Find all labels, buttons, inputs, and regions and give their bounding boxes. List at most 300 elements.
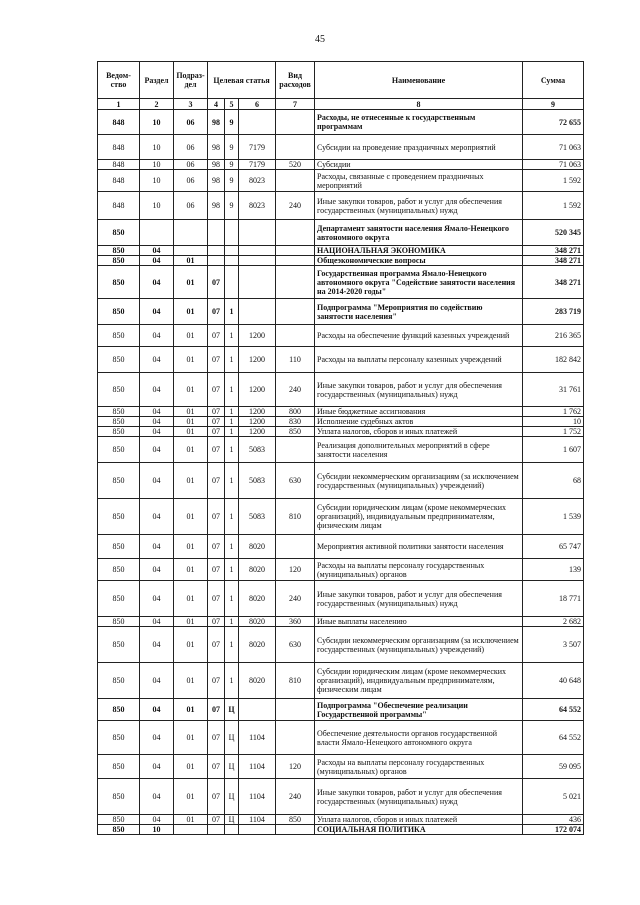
- cell-razdel: 04: [140, 407, 174, 417]
- cell-naimenovanie: СОЦИАЛЬНАЯ ПОЛИТИКА: [315, 825, 523, 835]
- cell-subprogram: 1: [225, 663, 239, 699]
- cell-razdel: 04: [140, 815, 174, 825]
- cell-subprogram: Ц: [225, 779, 239, 815]
- table-row: [98, 663, 584, 699]
- cell-razdel: 10: [140, 170, 174, 192]
- cell-program: 07: [208, 663, 225, 699]
- cell-naimenovanie: Реализация дополнительных мероприятий в сфере занятости населения: [315, 437, 523, 463]
- cell-podrazdel: 01: [174, 699, 208, 721]
- cell-podrazdel: 01: [174, 417, 208, 427]
- cell-program: 07: [208, 755, 225, 779]
- cell-vedomstvo: 850: [98, 627, 140, 663]
- cell-razdel: 04: [140, 499, 174, 535]
- column-number: 5: [225, 99, 239, 110]
- cell-podrazdel: 01: [174, 559, 208, 581]
- cell-vid-raskhodov: 240: [276, 373, 315, 407]
- cell-vid-raskhodov: 850: [276, 427, 315, 437]
- table-row: [98, 581, 584, 617]
- cell-summa: 520 345: [523, 220, 584, 246]
- cell-podrazdel: 01: [174, 663, 208, 699]
- cell-razdel: 04: [140, 627, 174, 663]
- cell-summa: 40 648: [523, 663, 584, 699]
- cell-direction: 7179: [239, 160, 276, 170]
- cell-vedomstvo: 848: [98, 135, 140, 160]
- cell-naimenovanie: Общеэкономические вопросы: [315, 256, 523, 266]
- cell-program: 07: [208, 721, 225, 755]
- cell-direction: 8020: [239, 559, 276, 581]
- cell-podrazdel: 01: [174, 347, 208, 373]
- cell-vid-raskhodov: [276, 135, 315, 160]
- cell-naimenovanie: Расходы на выплаты персоналу казенных учреждений: [315, 347, 523, 373]
- cell-razdel: 10: [140, 825, 174, 835]
- table-row: [98, 417, 584, 427]
- cell-subprogram: 9: [225, 170, 239, 192]
- cell-program: 07: [208, 499, 225, 535]
- table-row: [98, 427, 584, 437]
- cell-subprogram: 9: [225, 192, 239, 220]
- cell-vedomstvo: 850: [98, 815, 140, 825]
- table-row: [98, 256, 584, 266]
- cell-subprogram: 1: [225, 463, 239, 499]
- column-number: 6: [239, 99, 276, 110]
- cell-vid-raskhodov: 850: [276, 815, 315, 825]
- cell-naimenovanie: Подпрограмма "Мероприятия по содействию занятости населения": [315, 299, 523, 325]
- cell-podrazdel: 01: [174, 463, 208, 499]
- column-number: 2: [140, 99, 174, 110]
- cell-subprogram: 1: [225, 325, 239, 347]
- cell-vid-raskhodov: [276, 437, 315, 463]
- cell-podrazdel: 06: [174, 110, 208, 135]
- cell-vedomstvo: 850: [98, 417, 140, 427]
- cell-direction: [239, 266, 276, 299]
- cell-direction: 8020: [239, 617, 276, 627]
- cell-vid-raskhodov: [276, 266, 315, 299]
- cell-program: 07: [208, 627, 225, 663]
- cell-naimenovanie: Расходы, не отнесенные к государственным программам: [315, 110, 523, 135]
- cell-podrazdel: 01: [174, 627, 208, 663]
- cell-razdel: [140, 220, 174, 246]
- cell-program: 07: [208, 699, 225, 721]
- cell-vedomstvo: 850: [98, 299, 140, 325]
- cell-subprogram: 1: [225, 299, 239, 325]
- cell-vedomstvo: 850: [98, 246, 140, 256]
- cell-naimenovanie: Иные бюджетные ассигнования: [315, 407, 523, 417]
- cell-summa: 1 762: [523, 407, 584, 417]
- cell-razdel: 04: [140, 347, 174, 373]
- cell-direction: [239, 220, 276, 246]
- cell-vedomstvo: 850: [98, 437, 140, 463]
- cell-subprogram: 1: [225, 499, 239, 535]
- table-row: [98, 325, 584, 347]
- cell-vid-raskhodov: [276, 220, 315, 246]
- cell-summa: 2 682: [523, 617, 584, 627]
- table-row: [98, 699, 584, 721]
- column-number-row: [98, 99, 584, 110]
- cell-summa: 1 592: [523, 192, 584, 220]
- cell-vedomstvo: 850: [98, 581, 140, 617]
- column-number: 7: [276, 99, 315, 110]
- cell-razdel: 04: [140, 266, 174, 299]
- cell-subprogram: 1: [225, 627, 239, 663]
- cell-naimenovanie: Субсидии некоммерческим организациям (за исключением государственных (муниципальных) учреждений): [315, 463, 523, 499]
- cell-program: 07: [208, 427, 225, 437]
- cell-direction: 5083: [239, 499, 276, 535]
- cell-summa: 5 021: [523, 779, 584, 815]
- table-row: [98, 192, 584, 220]
- cell-subprogram: 9: [225, 135, 239, 160]
- cell-direction: [239, 110, 276, 135]
- cell-naimenovanie: Субсидии на проведение праздничных мероприятий: [315, 135, 523, 160]
- cell-podrazdel: 01: [174, 499, 208, 535]
- cell-vedomstvo: 850: [98, 256, 140, 266]
- cell-program: 07: [208, 779, 225, 815]
- cell-vedomstvo: 850: [98, 663, 140, 699]
- cell-program: 07: [208, 815, 225, 825]
- cell-vid-raskhodov: 630: [276, 463, 315, 499]
- cell-naimenovanie: Расходы, связанные с проведением праздничных мероприятий: [315, 170, 523, 192]
- cell-program: [208, 220, 225, 246]
- table-row: [98, 721, 584, 755]
- cell-podrazdel: 01: [174, 721, 208, 755]
- cell-subprogram: [225, 246, 239, 256]
- cell-podrazdel: 06: [174, 160, 208, 170]
- cell-naimenovanie: Субсидии юридическим лицам (кроме некоммерческих организаций), индивидуальным предпринимателям, физическим лицам: [315, 663, 523, 699]
- cell-program: [208, 825, 225, 835]
- cell-summa: 1 752: [523, 427, 584, 437]
- table-row: [98, 220, 584, 246]
- cell-direction: 8020: [239, 535, 276, 559]
- cell-subprogram: 9: [225, 110, 239, 135]
- cell-razdel: 04: [140, 779, 174, 815]
- cell-vid-raskhodov: [276, 325, 315, 347]
- table-row: [98, 170, 584, 192]
- cell-vedomstvo: 850: [98, 779, 140, 815]
- cell-naimenovanie: Расходы на выплаты персоналу государственных (муниципальных) органов: [315, 559, 523, 581]
- cell-summa: 348 271: [523, 246, 584, 256]
- table-row: [98, 299, 584, 325]
- table-row: [98, 110, 584, 135]
- cell-program: 07: [208, 535, 225, 559]
- cell-naimenovanie: Иные выплаты населению: [315, 617, 523, 627]
- cell-direction: [239, 299, 276, 325]
- cell-program: 07: [208, 463, 225, 499]
- cell-direction: 1200: [239, 427, 276, 437]
- cell-subprogram: 1: [225, 535, 239, 559]
- cell-program: 98: [208, 192, 225, 220]
- cell-subprogram: 1: [225, 407, 239, 417]
- table-body: [98, 110, 584, 835]
- cell-direction: 1200: [239, 417, 276, 427]
- cell-razdel: 04: [140, 256, 174, 266]
- cell-direction: 8020: [239, 627, 276, 663]
- cell-summa: 172 074: [523, 825, 584, 835]
- cell-vedomstvo: 850: [98, 427, 140, 437]
- cell-razdel: 04: [140, 373, 174, 407]
- cell-podrazdel: 06: [174, 192, 208, 220]
- cell-subprogram: Ц: [225, 755, 239, 779]
- cell-naimenovanie: Расходы на выплаты персоналу государственных (муниципальных) органов: [315, 755, 523, 779]
- cell-podrazdel: 06: [174, 170, 208, 192]
- cell-subprogram: Ц: [225, 721, 239, 755]
- cell-subprogram: 9: [225, 160, 239, 170]
- cell-naimenovanie: Иные закупки товаров, работ и услуг для обеспечения государственных (муниципальных) нужд: [315, 373, 523, 407]
- cell-naimenovanie: Подпрограмма "Обеспечение реализации Государственной программы": [315, 699, 523, 721]
- budget-table: [97, 61, 584, 835]
- table-row: [98, 437, 584, 463]
- cell-summa: 71 063: [523, 135, 584, 160]
- table-row: [98, 499, 584, 535]
- cell-summa: 71 063: [523, 160, 584, 170]
- cell-direction: 1200: [239, 407, 276, 417]
- cell-summa: 1 592: [523, 170, 584, 192]
- cell-podrazdel: [174, 825, 208, 835]
- cell-summa: 10: [523, 417, 584, 427]
- cell-summa: 72 655: [523, 110, 584, 135]
- table-row: [98, 266, 584, 299]
- cell-vid-raskhodov: 800: [276, 407, 315, 417]
- cell-program: 07: [208, 417, 225, 427]
- cell-vedomstvo: 850: [98, 407, 140, 417]
- page-number: 45: [315, 34, 325, 45]
- cell-podrazdel: 01: [174, 617, 208, 627]
- cell-naimenovanie: Уплата налогов, сборов и иных платежей: [315, 815, 523, 825]
- cell-naimenovanie: Субсидии: [315, 160, 523, 170]
- cell-vedomstvo: 850: [98, 373, 140, 407]
- cell-program: [208, 256, 225, 266]
- table-row: [98, 373, 584, 407]
- cell-program: 07: [208, 325, 225, 347]
- cell-vid-raskhodov: [276, 535, 315, 559]
- cell-summa: 348 271: [523, 256, 584, 266]
- cell-direction: 1200: [239, 347, 276, 373]
- cell-subprogram: 1: [225, 581, 239, 617]
- cell-direction: [239, 825, 276, 835]
- cell-naimenovanie: Субсидии юридическим лицам (кроме некоммерческих организаций), индивидуальным предпринимателям, физическим лицам: [315, 499, 523, 535]
- cell-direction: [239, 699, 276, 721]
- cell-direction: 1104: [239, 755, 276, 779]
- cell-vedomstvo: 850: [98, 535, 140, 559]
- cell-direction: [239, 246, 276, 256]
- cell-vedomstvo: 850: [98, 559, 140, 581]
- cell-razdel: 04: [140, 755, 174, 779]
- cell-summa: 18 771: [523, 581, 584, 617]
- column-number: 4: [208, 99, 225, 110]
- cell-vedomstvo: 848: [98, 110, 140, 135]
- cell-direction: 8020: [239, 663, 276, 699]
- cell-vid-raskhodov: 830: [276, 417, 315, 427]
- cell-vedomstvo: 850: [98, 499, 140, 535]
- cell-vedomstvo: 850: [98, 347, 140, 373]
- cell-vedomstvo: 848: [98, 170, 140, 192]
- table-row: [98, 559, 584, 581]
- cell-direction: [239, 256, 276, 266]
- cell-summa: 59 095: [523, 755, 584, 779]
- header-razdel: Раздел: [140, 62, 174, 99]
- cell-podrazdel: 01: [174, 755, 208, 779]
- cell-vid-raskhodov: 120: [276, 559, 315, 581]
- cell-subprogram: Ц: [225, 699, 239, 721]
- cell-razdel: 04: [140, 559, 174, 581]
- cell-podrazdel: [174, 246, 208, 256]
- cell-summa: 216 365: [523, 325, 584, 347]
- cell-podrazdel: 01: [174, 373, 208, 407]
- cell-summa: 139: [523, 559, 584, 581]
- table-row: [98, 755, 584, 779]
- cell-subprogram: 1: [225, 427, 239, 437]
- table-row: [98, 535, 584, 559]
- column-number: 3: [174, 99, 208, 110]
- cell-subprogram: 1: [225, 437, 239, 463]
- cell-subprogram: [225, 825, 239, 835]
- cell-vid-raskhodov: 810: [276, 663, 315, 699]
- cell-vedomstvo: 850: [98, 755, 140, 779]
- table-row: [98, 135, 584, 160]
- cell-vid-raskhodov: 360: [276, 617, 315, 627]
- cell-program: 07: [208, 373, 225, 407]
- cell-naimenovanie: Департамент занятости населения Ямало-Ненецкого автономного округа: [315, 220, 523, 246]
- header-naimenovanie: Наименование: [315, 62, 523, 99]
- cell-naimenovanie: Мероприятия активной политики занятости населения: [315, 535, 523, 559]
- cell-razdel: 04: [140, 299, 174, 325]
- table-row: [98, 815, 584, 825]
- cell-vid-raskhodov: [276, 299, 315, 325]
- cell-vid-raskhodov: 110: [276, 347, 315, 373]
- cell-program: 07: [208, 266, 225, 299]
- cell-naimenovanie: Расходы на обеспечение функций казенных учреждений: [315, 325, 523, 347]
- cell-program: 07: [208, 299, 225, 325]
- cell-summa: 68: [523, 463, 584, 499]
- cell-naimenovanie: Исполнение судебных актов: [315, 417, 523, 427]
- cell-podrazdel: 01: [174, 779, 208, 815]
- table-row: [98, 160, 584, 170]
- cell-program: 07: [208, 581, 225, 617]
- cell-subprogram: Ц: [225, 815, 239, 825]
- cell-vedomstvo: 850: [98, 220, 140, 246]
- cell-summa: 436: [523, 815, 584, 825]
- cell-direction: 1104: [239, 721, 276, 755]
- table-row: [98, 246, 584, 256]
- cell-direction: 1104: [239, 815, 276, 825]
- cell-direction: 8023: [239, 192, 276, 220]
- cell-razdel: 04: [140, 581, 174, 617]
- cell-vedomstvo: 850: [98, 266, 140, 299]
- cell-vedomstvo: 850: [98, 617, 140, 627]
- cell-naimenovanie: Иные закупки товаров, работ и услуг для обеспечения государственных (муниципальных) нужд: [315, 581, 523, 617]
- cell-direction: 5083: [239, 463, 276, 499]
- cell-naimenovanie: Государственная программа Ямало-Ненецкого автономного округа "Содействие занятости населения на 2014-2020 годы": [315, 266, 523, 299]
- cell-podrazdel: 01: [174, 427, 208, 437]
- cell-podrazdel: 01: [174, 407, 208, 417]
- cell-vedomstvo: 850: [98, 699, 140, 721]
- cell-program: [208, 246, 225, 256]
- cell-naimenovanie: Уплата налогов, сборов и иных платежей: [315, 427, 523, 437]
- cell-vid-raskhodov: [276, 170, 315, 192]
- cell-vid-raskhodov: 240: [276, 192, 315, 220]
- cell-program: 98: [208, 170, 225, 192]
- cell-vedomstvo: 850: [98, 721, 140, 755]
- cell-razdel: 04: [140, 463, 174, 499]
- cell-naimenovanie: НАЦИОНАЛЬНАЯ ЭКОНОМИКА: [315, 246, 523, 256]
- cell-direction: 7179: [239, 135, 276, 160]
- table-row: [98, 825, 584, 835]
- cell-razdel: 04: [140, 417, 174, 427]
- cell-podrazdel: 01: [174, 581, 208, 617]
- cell-vid-raskhodov: [276, 110, 315, 135]
- cell-naimenovanie: Иные закупки товаров, работ и услуг для обеспечения государственных (муниципальных) нужд: [315, 779, 523, 815]
- cell-podrazdel: 01: [174, 437, 208, 463]
- header-podrazdel: Подраз-дел: [174, 62, 208, 99]
- column-number: 8: [315, 99, 523, 110]
- cell-podrazdel: 01: [174, 256, 208, 266]
- cell-razdel: 04: [140, 663, 174, 699]
- table-row: [98, 407, 584, 417]
- cell-direction: 1200: [239, 325, 276, 347]
- cell-vid-raskhodov: 240: [276, 779, 315, 815]
- cell-summa: 64 552: [523, 721, 584, 755]
- cell-subprogram: [225, 266, 239, 299]
- cell-podrazdel: 01: [174, 325, 208, 347]
- cell-vid-raskhodov: 120: [276, 755, 315, 779]
- cell-program: 07: [208, 347, 225, 373]
- cell-summa: 182 842: [523, 347, 584, 373]
- cell-podrazdel: 01: [174, 815, 208, 825]
- cell-vid-raskhodov: 810: [276, 499, 315, 535]
- cell-summa: 3 507: [523, 627, 584, 663]
- table-row: [98, 779, 584, 815]
- cell-podrazdel: 01: [174, 266, 208, 299]
- cell-vedomstvo: 850: [98, 325, 140, 347]
- table-row: [98, 617, 584, 627]
- cell-subprogram: 1: [225, 417, 239, 427]
- cell-razdel: 04: [140, 325, 174, 347]
- cell-subprogram: [225, 220, 239, 246]
- cell-program: 98: [208, 110, 225, 135]
- header-vid-raskhodov: Вид расходов: [276, 62, 315, 99]
- cell-summa: 1 607: [523, 437, 584, 463]
- cell-direction: 1200: [239, 373, 276, 407]
- cell-subprogram: [225, 256, 239, 266]
- cell-podrazdel: 01: [174, 535, 208, 559]
- cell-summa: 64 552: [523, 699, 584, 721]
- cell-razdel: 10: [140, 110, 174, 135]
- cell-program: 07: [208, 437, 225, 463]
- cell-summa: 1 539: [523, 499, 584, 535]
- cell-vid-raskhodov: [276, 825, 315, 835]
- header-tselevaya-statya: Целевая статья: [208, 62, 276, 99]
- header-vedomstvo: Ведом-ство: [98, 62, 140, 99]
- cell-razdel: 04: [140, 427, 174, 437]
- cell-razdel: 04: [140, 246, 174, 256]
- cell-program: 98: [208, 135, 225, 160]
- cell-direction: 5083: [239, 437, 276, 463]
- table-row: [98, 463, 584, 499]
- cell-summa: 348 271: [523, 266, 584, 299]
- cell-razdel: 04: [140, 535, 174, 559]
- column-number: 9: [523, 99, 584, 110]
- cell-vid-raskhodov: 520: [276, 160, 315, 170]
- cell-vid-raskhodov: [276, 246, 315, 256]
- cell-vedomstvo: 850: [98, 463, 140, 499]
- cell-razdel: 10: [140, 192, 174, 220]
- cell-subprogram: 1: [225, 347, 239, 373]
- cell-razdel: 10: [140, 135, 174, 160]
- table-row: [98, 347, 584, 373]
- table-row: [98, 627, 584, 663]
- cell-summa: 31 761: [523, 373, 584, 407]
- cell-subprogram: 1: [225, 559, 239, 581]
- cell-summa: 283 719: [523, 299, 584, 325]
- cell-program: 98: [208, 160, 225, 170]
